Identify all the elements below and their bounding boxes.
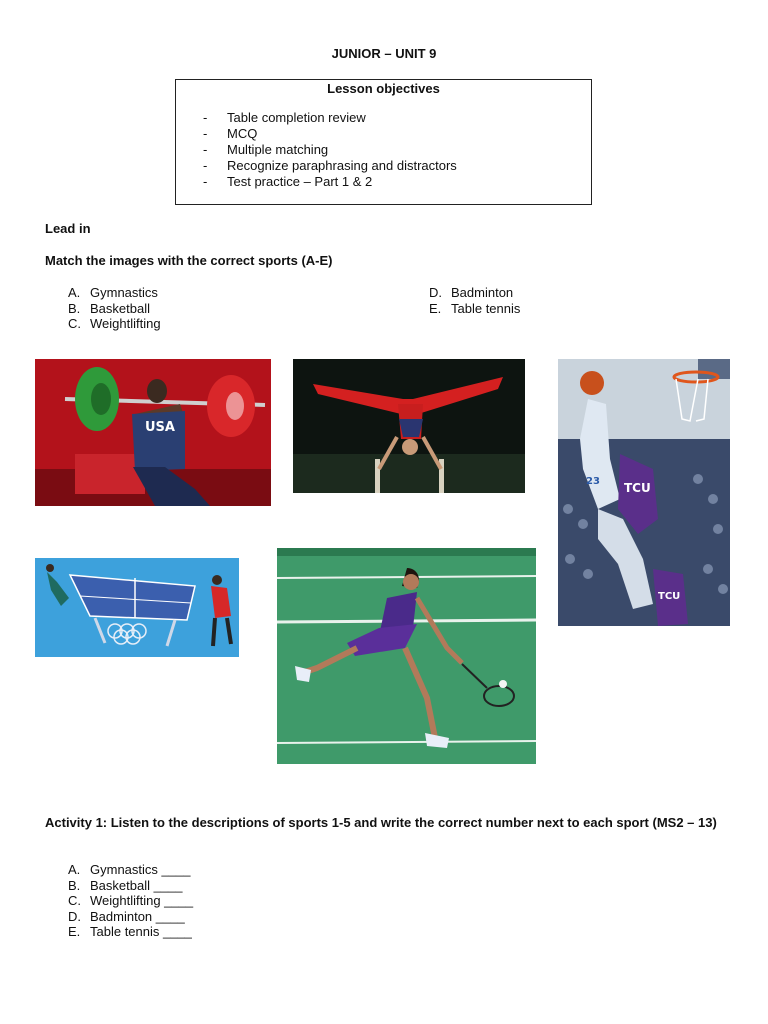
option-a: A. Gymnastics [68, 285, 158, 300]
basketball-jersey-text-1: TCU [624, 481, 651, 495]
activity1-item: B. Basketball ____ [68, 877, 183, 893]
weightlifting-shirt-text: USA [145, 420, 175, 435]
activity1-item: C. Weightlifting ____ [68, 893, 194, 908]
activity1-item: A. Gymnastics ____ [68, 862, 191, 877]
gymnastics-photo [293, 359, 525, 493]
option-c: C. Weightlifting [68, 316, 161, 331]
weightlifting-photo [35, 359, 271, 506]
options-left [68, 285, 161, 332]
activity1-item: D. Badminton ____ [68, 908, 185, 924]
activity1-item: E. Table tennis ____ [68, 924, 192, 939]
basketball-photo [558, 359, 730, 626]
option-b: B. Basketball [68, 300, 150, 316]
objectives-heading: Lesson objectives [327, 81, 440, 96]
objectives-list [203, 110, 591, 190]
badminton-photo [277, 548, 536, 764]
options-right [429, 285, 520, 316]
option-d: D. Badminton [429, 285, 514, 300]
basketball-jersey-number: 23 [586, 476, 600, 487]
activity1-instruction: Activity 1: Listen to the descriptions of sports 1-5 and write the correct number next to each sport (MS2 – 13) [45, 815, 717, 830]
objective-item: - Recognize paraphrasing and distractors [203, 158, 457, 173]
activity1-list [68, 862, 193, 940]
lead-in-heading: Lead in [45, 221, 91, 236]
objective-item: - MCQ [203, 126, 258, 141]
basketball-jersey-text-2: TCU [658, 591, 681, 602]
objectives-box [175, 79, 592, 205]
page-title: JUNIOR – UNIT 9 [331, 46, 437, 61]
objective-item: - Test practice – Part 1 & 2 [203, 174, 373, 189]
objective-item: - Table completion review [203, 110, 366, 125]
option-e: E. Table tennis [429, 300, 521, 316]
table-tennis-photo [35, 558, 239, 657]
lead-in-instruction: Match the images with the correct sports (A-E) [45, 253, 333, 268]
objective-item: - Multiple matching [203, 142, 329, 157]
